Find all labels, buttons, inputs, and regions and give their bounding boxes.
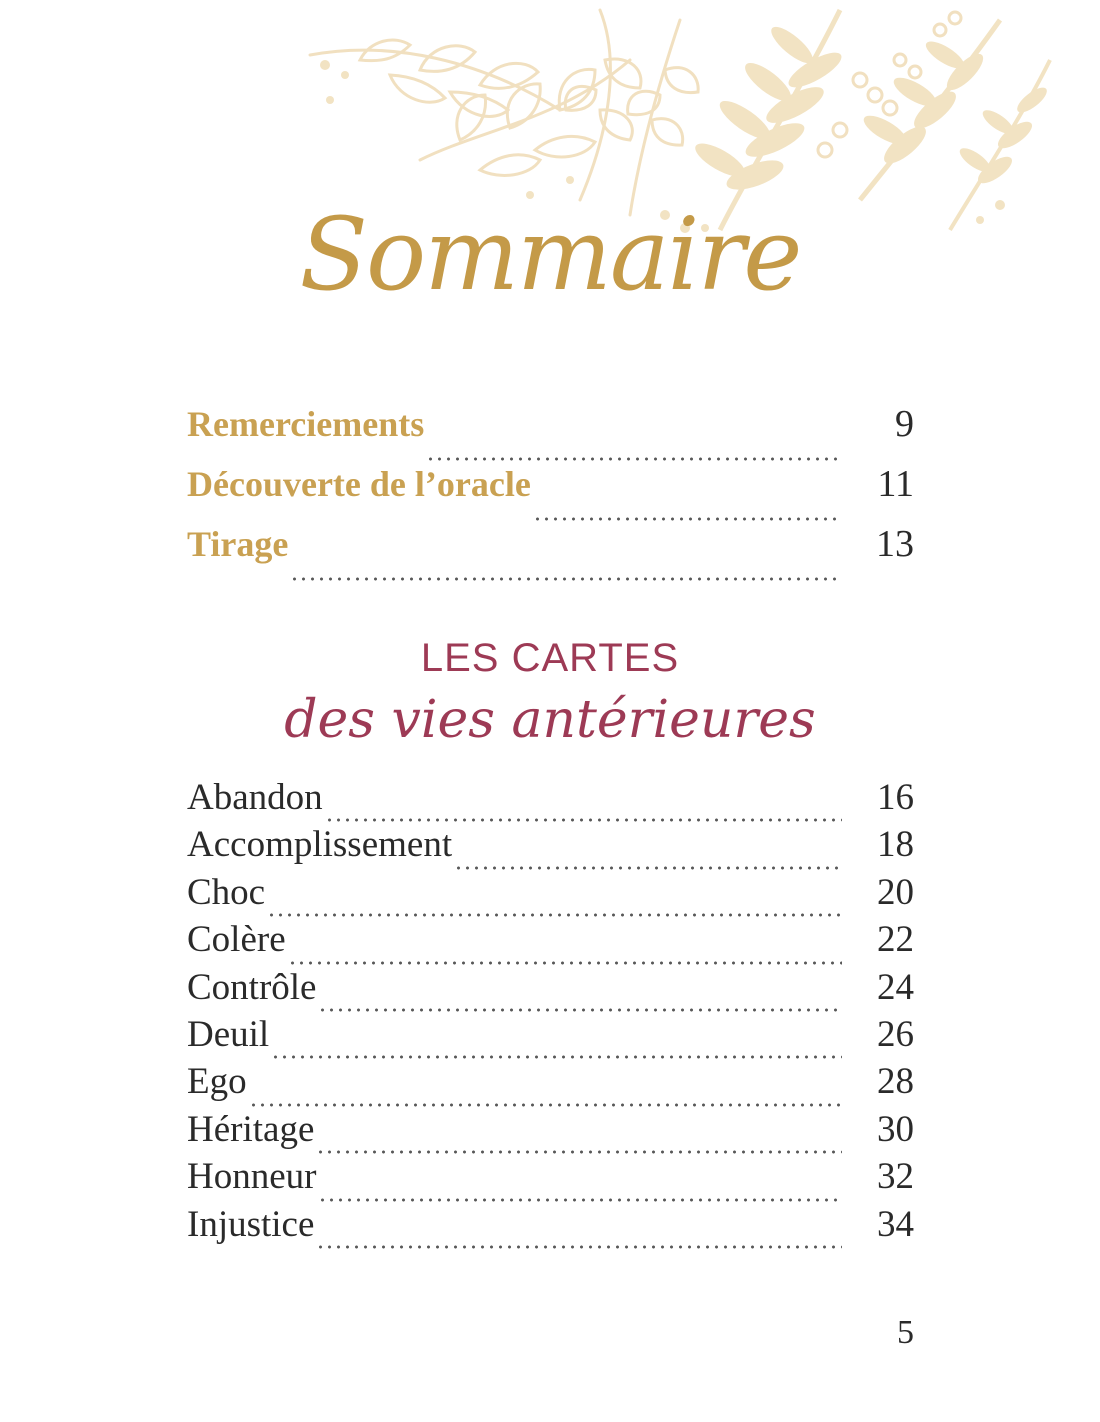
- toc-entry-page: 28: [877, 1061, 914, 1103]
- toc-entry-page: 11: [877, 463, 914, 505]
- toc-entry-label: Contrôle: [187, 966, 317, 1008]
- toc-entry-label: Accomplissement: [187, 824, 453, 866]
- toc-entry-page: 16: [877, 777, 914, 818]
- toc-entry-page: 20: [877, 871, 914, 913]
- toc-entry-label: Honneur: [187, 1156, 317, 1198]
- toc-entry[interactable]: [187, 1060, 914, 1107]
- toc-entry[interactable]: [187, 462, 914, 522]
- toc-entry[interactable]: [187, 918, 914, 965]
- leader-dots: [271, 1048, 842, 1060]
- section-heading-script: des vies antérieures: [284, 690, 816, 750]
- leader-dots: [454, 859, 842, 871]
- leader-dots: [249, 1096, 842, 1108]
- leader-dots: [316, 1143, 842, 1155]
- page-number: 5: [897, 1314, 914, 1351]
- toc-entry-label: Ego: [187, 1061, 247, 1103]
- toc-entry-label: Colère: [187, 919, 286, 961]
- toc-entry-page: 26: [877, 1013, 914, 1055]
- toc-entry[interactable]: [187, 871, 914, 918]
- toc-entry-label: Injustice: [187, 1203, 315, 1245]
- leader-dots: [318, 1191, 842, 1203]
- leader-dots: [290, 570, 842, 582]
- page-title: Sommaire: [299, 196, 801, 313]
- leader-dots: [316, 1238, 842, 1250]
- section-heading-caps: LES CARTES: [420, 636, 680, 680]
- toc-entry[interactable]: [187, 522, 914, 582]
- leader-dots: [318, 1001, 842, 1013]
- toc-entry-label: Tirage: [187, 524, 289, 564]
- toc-entry-page: 18: [877, 824, 914, 866]
- toc-entry-page: 24: [877, 966, 914, 1008]
- toc-entry-page: 34: [877, 1203, 914, 1245]
- toc-entry-label: Deuil: [187, 1013, 270, 1055]
- leader-dots: [288, 954, 842, 966]
- toc-entry-page: 9: [895, 403, 914, 445]
- toc-entry-page: 30: [877, 1108, 914, 1150]
- toc-entry-label: Choc: [187, 871, 266, 913]
- toc-entry[interactable]: [187, 823, 914, 870]
- toc-entry[interactable]: [187, 1203, 914, 1250]
- toc-entry[interactable]: [187, 1108, 914, 1155]
- leader-dots: [426, 450, 842, 462]
- leader-dots: [533, 510, 842, 522]
- toc-entry[interactable]: [187, 776, 914, 823]
- cards-toc: [187, 776, 914, 1250]
- toc-entry[interactable]: [187, 402, 914, 462]
- toc-entry-label: Remerciements: [187, 404, 425, 444]
- toc-entry-label: Héritage: [187, 1108, 315, 1150]
- toc-entry[interactable]: [187, 1155, 914, 1202]
- toc-entry-page: 22: [877, 919, 914, 961]
- toc-entry-page: 32: [877, 1156, 914, 1198]
- toc-entry-page: 13: [876, 523, 914, 565]
- toc-entry[interactable]: [187, 1013, 914, 1060]
- leader-dots: [267, 906, 842, 918]
- toc-entry-label: Découverte de l’oracle: [187, 464, 531, 504]
- leader-dots: [325, 811, 842, 823]
- intro-toc: [187, 402, 914, 582]
- toc-entry[interactable]: [187, 966, 914, 1013]
- toc-entry-label: Abandon: [187, 777, 323, 818]
